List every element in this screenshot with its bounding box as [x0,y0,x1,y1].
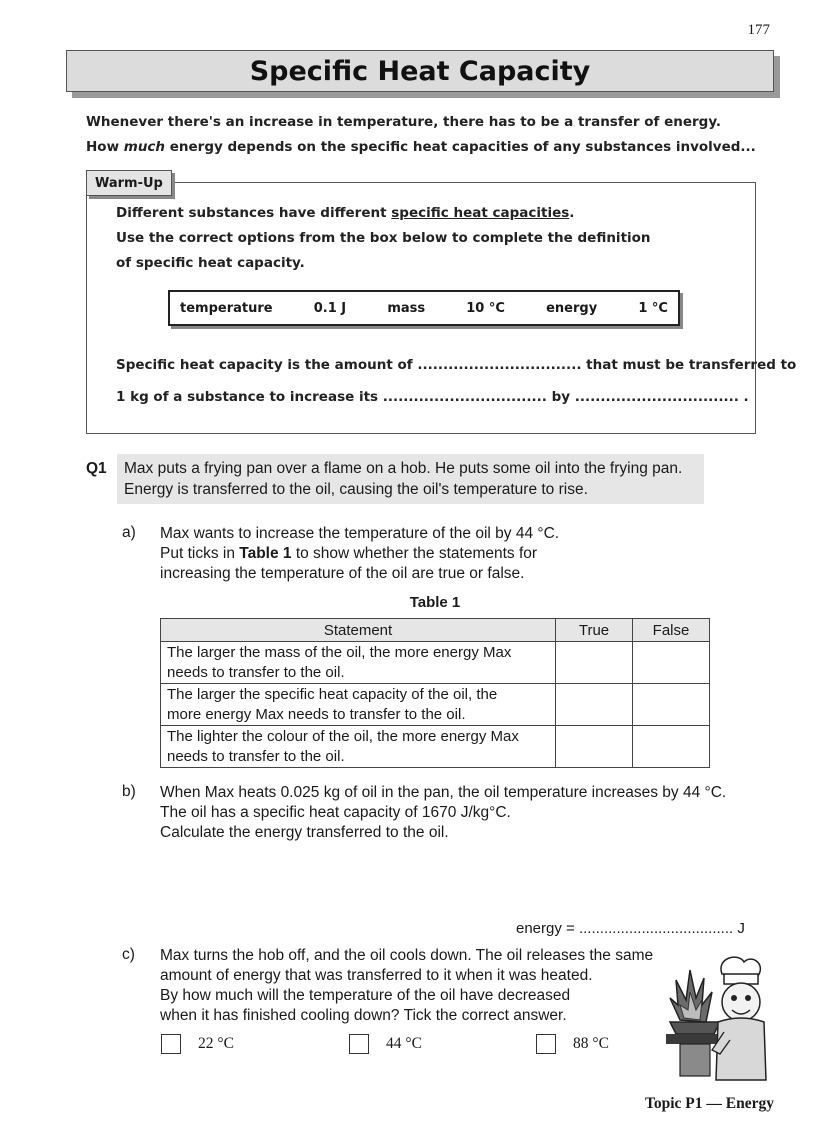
part-c-line-1: Max turns the hob off, and the oil cools down. The oil releases the same [160,947,654,964]
header-statement: Statement [161,619,556,642]
answer-label: 22 °C [198,1035,234,1052]
part-a-text [160,524,740,584]
page-number: 177 [747,22,770,38]
answer-checkbox-22[interactable] [161,1034,181,1054]
option: 0.1 J [313,300,347,316]
option: 1 °C [638,300,668,316]
part-c-line-4: when it has finished cooling down? Tick the correct answer. [160,1007,567,1024]
question-intro-line-2: Energy is transferred to the oil, causing the oil's temperature to rise. [124,481,588,498]
warm-up-line-1: Different substances have different specific heat capacities. [116,205,575,221]
answer-label: 44 °C [386,1035,422,1052]
answer-label: 88 °C [573,1035,609,1052]
part-b-text [160,783,760,843]
warm-up-line-3: of specific heat capacity. [116,255,305,271]
table-header-row [161,619,710,642]
true-checkbox-cell[interactable] [556,642,633,684]
statement-cell: The larger the mass of the oil, the more energy Max needs to transfer to the oil. [161,642,556,684]
page-title: Specific Heat Capacity [66,50,774,92]
table-caption: Table 1 [409,594,461,611]
option: mass [387,300,426,316]
statement-table [160,618,710,768]
true-checkbox-cell[interactable] [556,684,633,726]
warm-up-tab: Warm-Up [86,170,172,196]
option: energy [546,300,598,316]
false-checkbox-cell[interactable] [633,642,710,684]
intro-text [86,110,776,160]
question-number: Q1 [86,460,107,477]
part-a-line-1: Max wants to increase the temperature of the oil by 44 °C. [160,525,560,542]
option: 10 °C [466,300,505,316]
definition-line-1[interactable]: Specific heat capacity is the amount of ................................ that must be transferred to [116,357,797,373]
energy-answer-line[interactable]: energy = ..................................... J [516,920,745,937]
question-intro [124,458,704,500]
false-checkbox-cell[interactable] [633,726,710,768]
part-c-label: c) [122,946,135,963]
table-row [161,684,710,726]
footer-topic: Topic P1 — Energy [644,1095,774,1112]
part-b-label: b) [122,783,136,800]
part-c-text [160,946,680,1026]
part-a-line-2: Put ticks in Table 1 to show whether the statements for [160,545,538,562]
header-true: True [556,619,633,642]
answer-checkbox-88[interactable] [536,1034,556,1054]
definition-line-2[interactable]: 1 kg of a substance to increase its ................................ by ................................ . [116,389,749,405]
answer-checkbox-44[interactable] [349,1034,369,1054]
table-row [161,642,710,684]
part-c-line-3: By how much will the temperature of the oil have decreased [160,987,571,1004]
option: temperature [180,300,273,316]
options-box [168,290,680,326]
warm-up-line-2: Use the correct options from the box below to complete the definition [116,230,651,246]
header-false: False [633,619,710,642]
true-checkbox-cell[interactable] [556,726,633,768]
table-row [161,726,710,768]
part-b-line-3: Calculate the energy transferred to the oil. [160,824,449,841]
question-intro-line-1: Max puts a frying pan over a flame on a hob. He puts some oil into the frying pan. [124,460,683,477]
chef-cartoon-illustration [640,950,770,1085]
warm-up-instructions [116,201,736,276]
intro-line-1: Whenever there's an increase in temperature, there has to be a transfer of energy. [86,114,722,130]
part-b-line-1: When Max heats 0.025 kg of oil in the pan, the oil temperature increases by 44 °C. [160,784,727,801]
part-b-line-2: The oil has a specific heat capacity of 1670 J/kg°C. [160,804,511,821]
intro-line-2: How much energy depends on the specific heat capacities of any substances involved... [86,139,756,155]
part-c-line-2: amount of energy that was transferred to it when it was heated. [160,967,593,984]
statement-cell: The larger the specific heat capacity of the oil, the more energy Max needs to transfer to the oil. [161,684,556,726]
part-a-line-3: increasing the temperature of the oil are true or false. [160,565,525,582]
part-a-label: a) [122,524,136,541]
false-checkbox-cell[interactable] [633,684,710,726]
statement-cell: The lighter the colour of the oil, the more energy Max needs to transfer to the oil. [161,726,556,768]
